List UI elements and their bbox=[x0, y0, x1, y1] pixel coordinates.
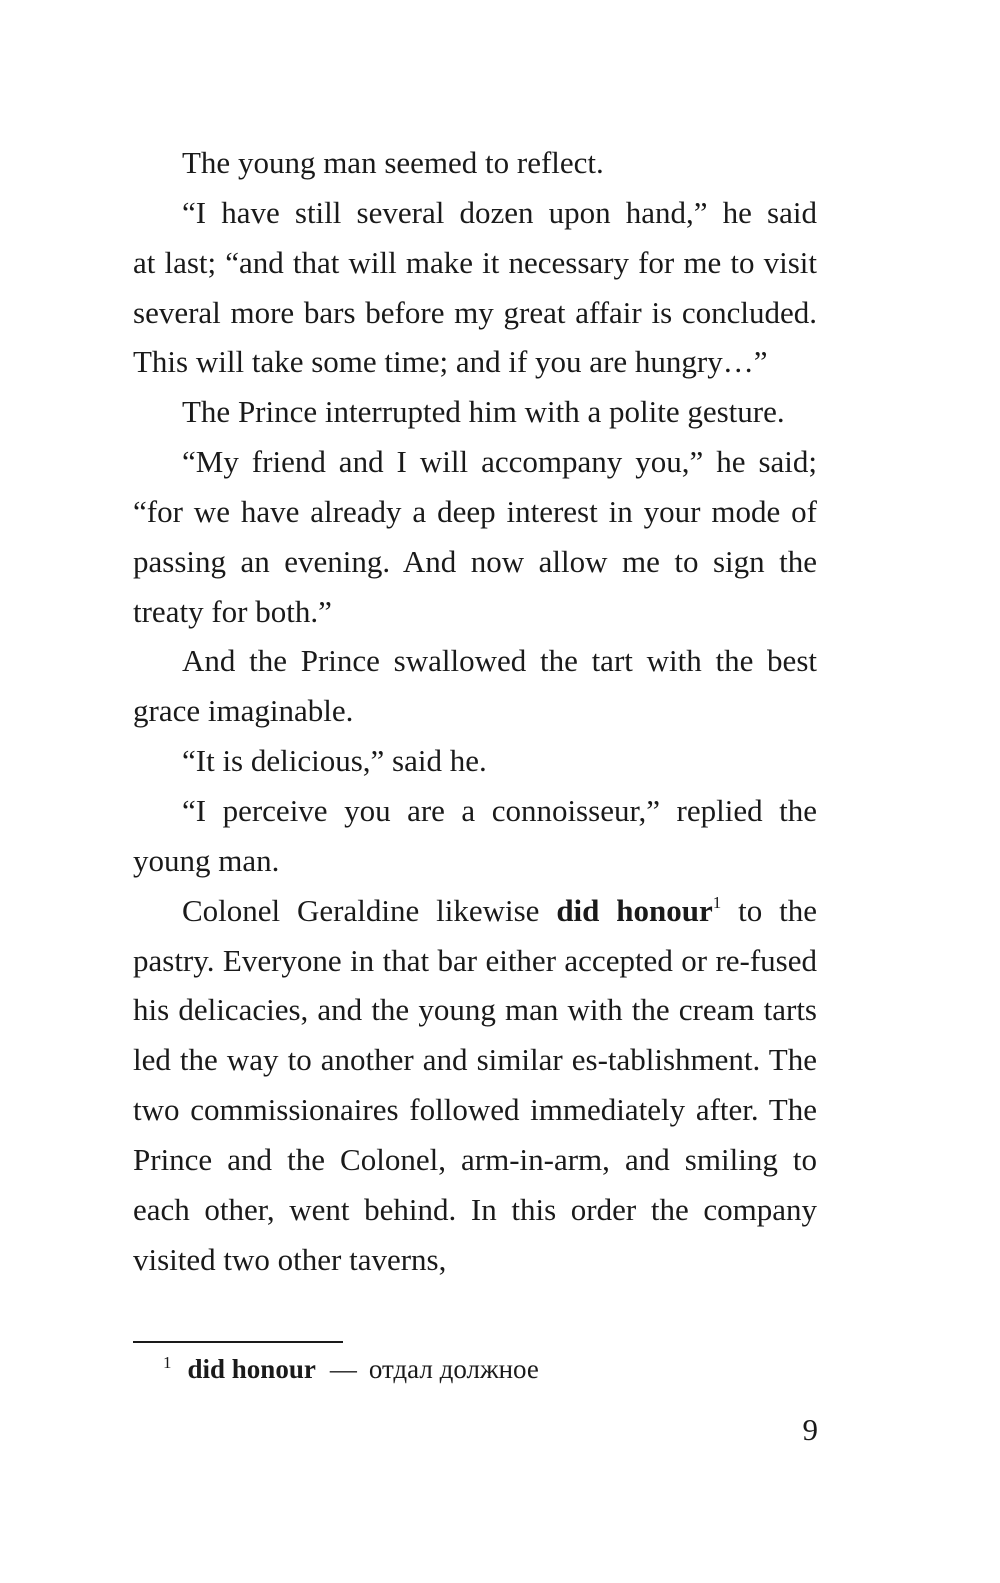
paragraph-text: The young man seemed to reflect. bbox=[182, 145, 604, 180]
glossary-term: did honour bbox=[556, 892, 713, 928]
paragraph-text: “It is delicious,” said he. bbox=[182, 743, 487, 779]
footnote bbox=[163, 1351, 539, 1387]
paragraph-text: young man. bbox=[133, 842, 280, 878]
paragraph-2 bbox=[133, 188, 817, 387]
footnote-term: did honour bbox=[187, 1354, 316, 1384]
paragraph-text: at last; “and that will make it necessary for me to visit several more bars before my great affair is concluded. This will take some time; and if you are hungry…” bbox=[133, 244, 817, 380]
paragraph-6 bbox=[133, 736, 817, 786]
paragraph-first-line: “I perceive you are a connoisseur,” replied the bbox=[182, 792, 817, 828]
paragraph-3 bbox=[133, 387, 817, 437]
paragraph-text: The Prince interrupted him with a polite gesture. bbox=[182, 394, 785, 430]
footnote-dash: — bbox=[329, 1354, 357, 1384]
paragraph-first-line: “I have still several dozen upon hand,” he said bbox=[182, 194, 817, 230]
paragraph-text: pastry. Everyone in that bar either accepted or re-fused his delicacies, and the young man with the cream tarts led the way to another and similar es-tablishment. The two commissionaires followed immediately after. The Prince and the Colonel, arm-in-arm, and smiling to each other, went behind. In this order the company visited two other taverns, bbox=[133, 942, 817, 1277]
paragraph-8 bbox=[133, 886, 817, 1285]
paragraph-text: “for we have already a deep interest in your mode of passing an evening. And now allow me to sign the treaty for both.” bbox=[133, 493, 817, 629]
paragraph-text-tail: to the bbox=[721, 892, 817, 928]
footnote-separator bbox=[133, 1341, 343, 1343]
paragraph-5 bbox=[133, 636, 817, 736]
paragraph-text: And the Prince swallowed the tart with the best grace imaginable. bbox=[133, 643, 817, 729]
body-text bbox=[133, 138, 817, 1284]
paragraph-first-line bbox=[133, 886, 817, 936]
paragraph-text-lead: Colonel Geraldine likewise bbox=[182, 892, 557, 928]
paragraph-1 bbox=[133, 138, 817, 188]
footnote-number: 1 bbox=[163, 1353, 172, 1372]
paragraph-4 bbox=[133, 437, 817, 636]
footnote-translation: отдал должное bbox=[368, 1354, 539, 1384]
footnote-reference: 1 bbox=[712, 892, 722, 912]
paragraph-7 bbox=[133, 786, 817, 886]
page-number: 9 bbox=[802, 1412, 818, 1447]
paragraph-first-line: “My friend and I will accompany you,” he said; bbox=[182, 444, 817, 480]
